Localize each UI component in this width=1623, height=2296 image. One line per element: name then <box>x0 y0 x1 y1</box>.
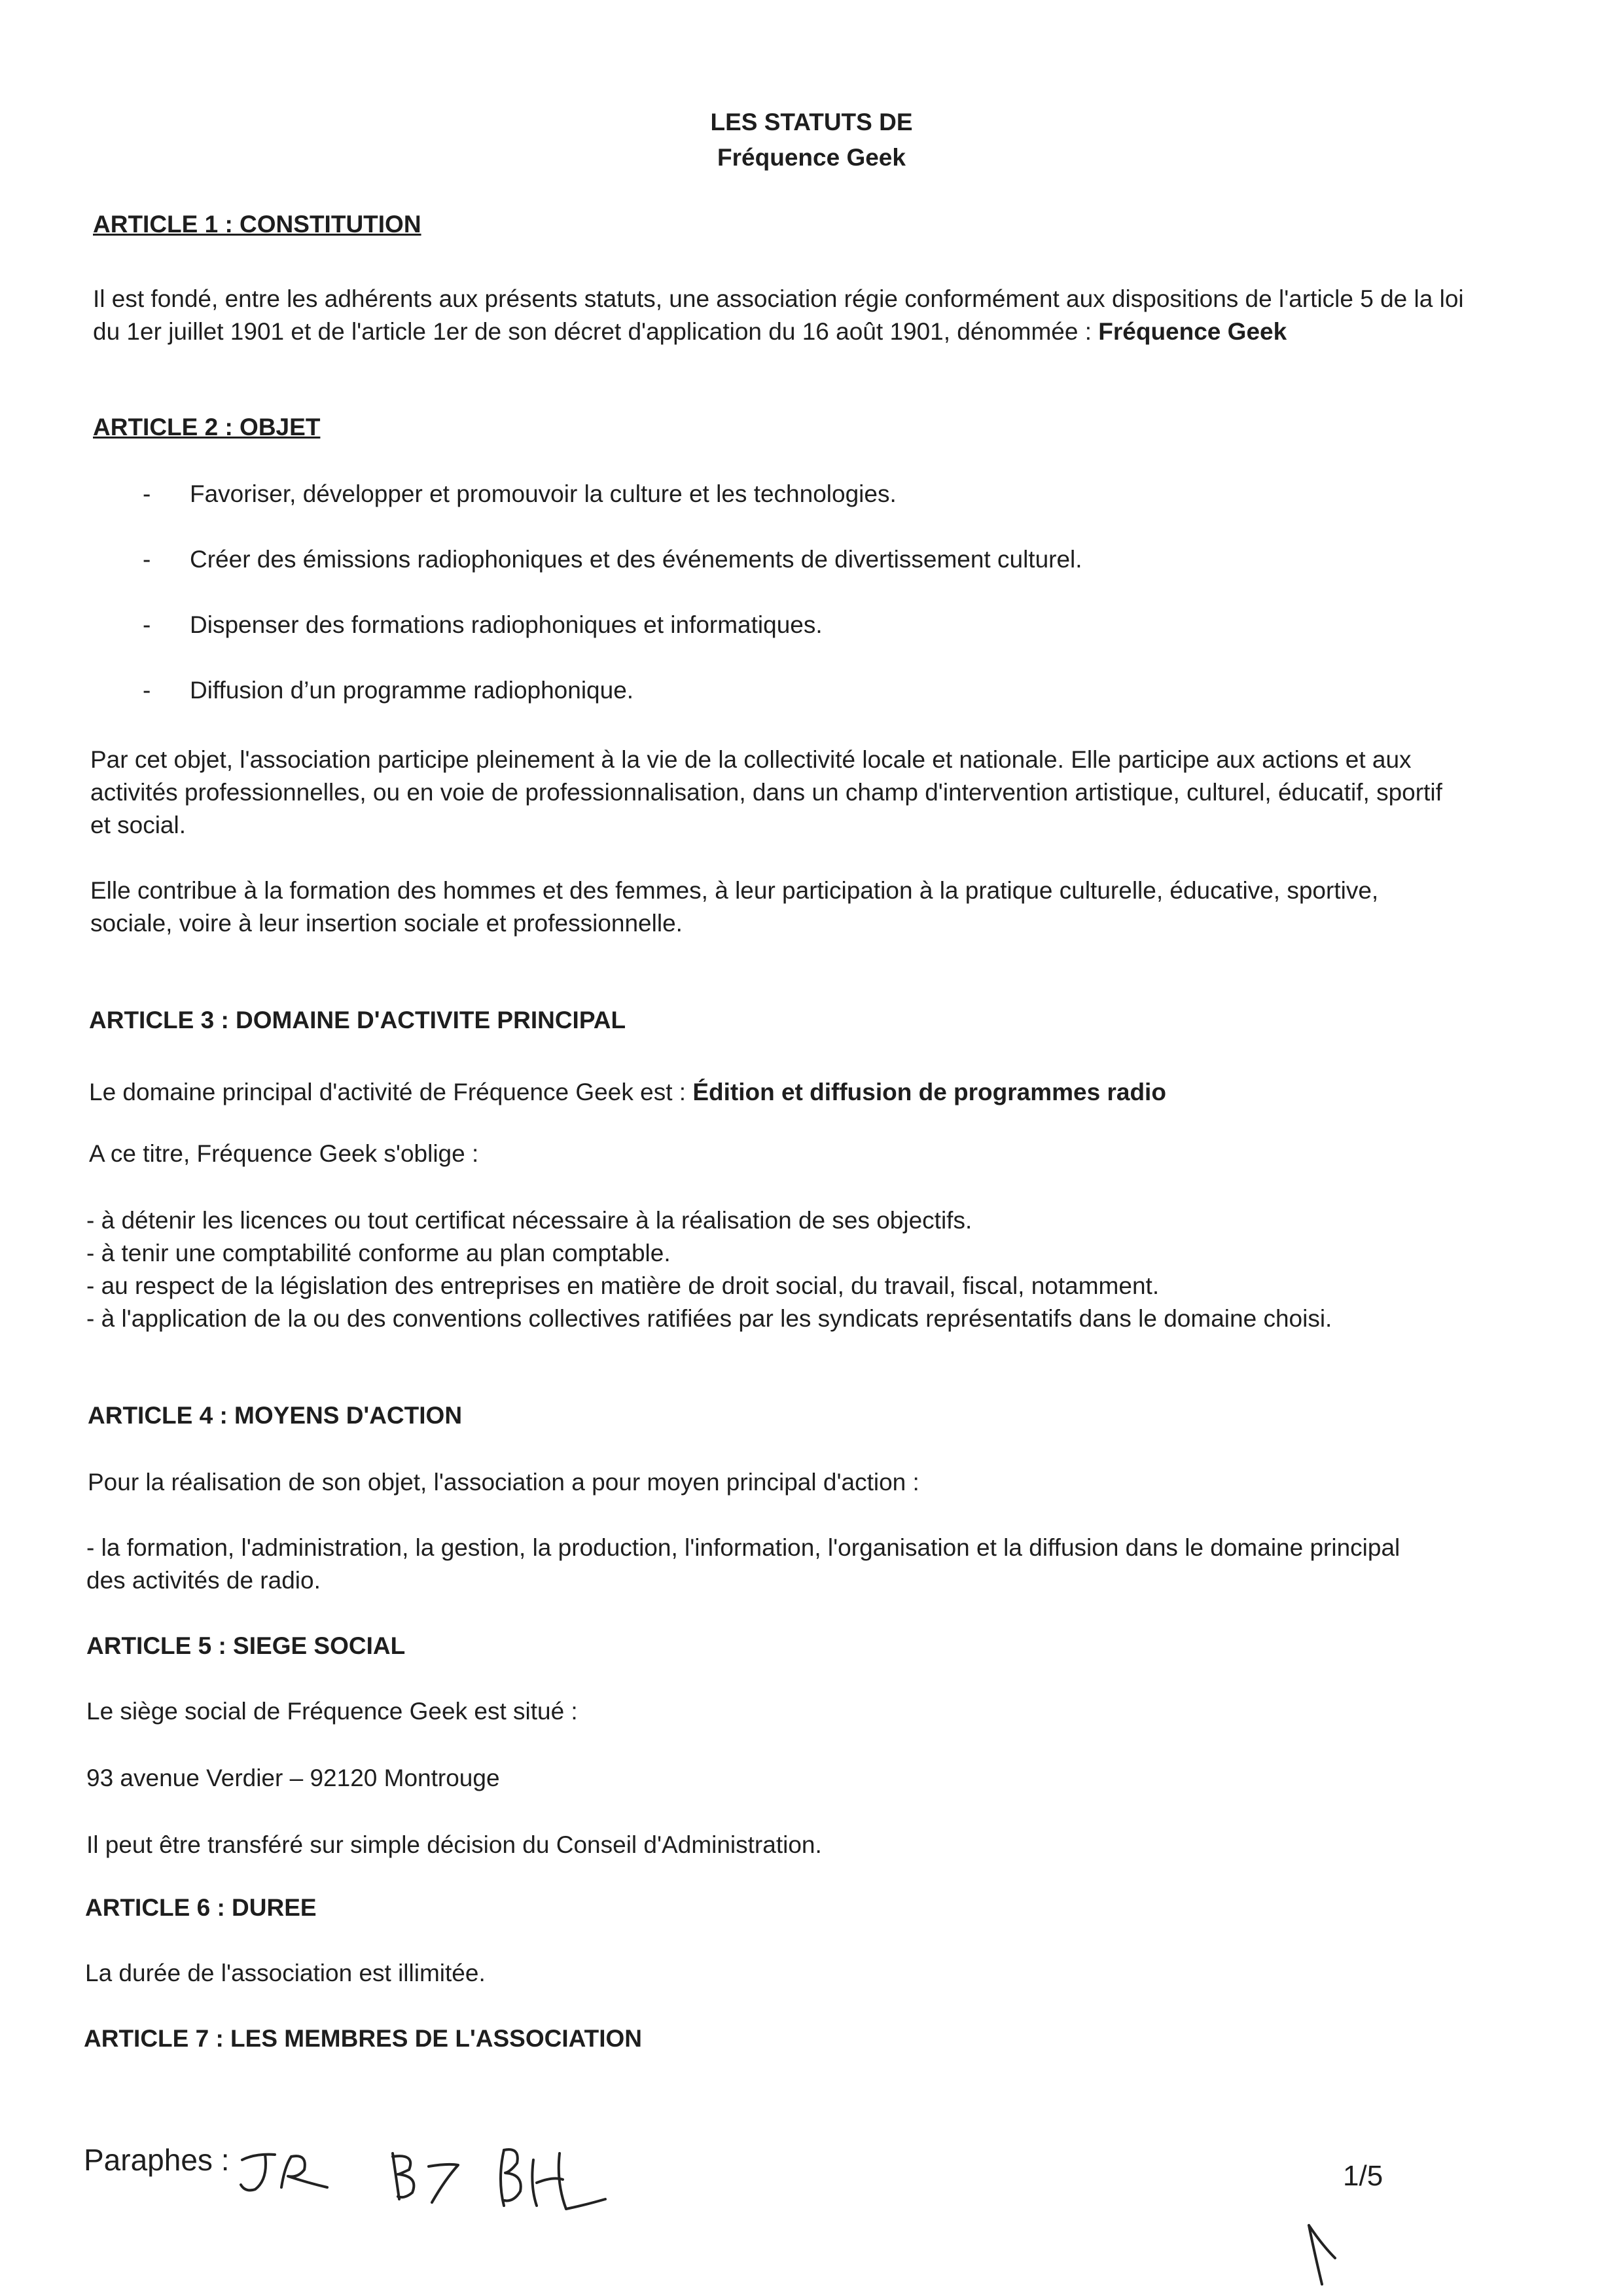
paragraph-line: - la formation, l'administration, la gestion, la production, l'information, l'organisation et la diffusion dans le domaine principal <box>86 1534 1400 1561</box>
article-2-para-2 <box>90 874 1623 940</box>
article-2-title: ARTICLE 2 : OBJET <box>93 414 321 440</box>
paragraph-line: La durée de l'association est illimitée. <box>85 1960 486 1986</box>
header-title: LES STATUTS DE <box>710 109 913 135</box>
header-subtitle: Fréquence Geek <box>717 144 906 171</box>
article-3-domain <box>89 1076 1623 1109</box>
list-item: - à détenir les licences ou tout certificat nécessaire à la réalisation de ses objectifs. <box>86 1207 972 1234</box>
bullet-text: Diffusion d’un programme radiophonique. <box>190 677 634 704</box>
article-2 <box>93 411 1623 444</box>
article-3-title: ARTICLE 3 : DOMAINE D'ACTIVITE PRINCIPAL <box>89 1007 626 1033</box>
article-4-list <box>86 1532 1623 1597</box>
article-4-title: ARTICLE 4 : MOYENS D'ACTION <box>88 1402 463 1429</box>
paragraph-line: des activités de radio. <box>86 1567 321 1594</box>
article-1-line-2 <box>93 315 1623 348</box>
bullet-text: Favoriser, développer et promouvoir la culture et les technologies. <box>190 480 897 507</box>
article-6 <box>85 1892 1623 1924</box>
initials-signature <box>229 2127 635 2245</box>
page-number: 1/5 <box>1343 2160 1383 2192</box>
association-name: Fréquence Geek <box>1098 318 1287 345</box>
paragraph-line: Pour la réalisation de son objet, l'association a pour moyen principal d'action : <box>88 1469 919 1496</box>
article-5 <box>86 1630 1623 1662</box>
paragraph-line: Il peut être transféré sur simple décision du Conseil d'Administration. <box>86 1831 822 1858</box>
corner-mark <box>1302 2212 1361 2291</box>
paraphes-label: Paraphes : <box>84 2143 230 2177</box>
article-1 <box>93 208 1623 241</box>
main-activity: Édition et diffusion de programmes radio <box>692 1079 1166 1105</box>
article-1-line-1: Il est fondé, entre les adhérents aux présents statuts, une association régie conformément aux dispositions de l'article 5 de la loi <box>93 285 1464 312</box>
article-1-title: ARTICLE 1 : CONSTITUTION <box>93 211 421 238</box>
paragraph-line: Par cet objet, l'association participe pleinement à la vie de la collectivité locale et nationale. Elle participe aux actions et aux <box>90 746 1412 773</box>
list-item: - à l'application de la ou des conventions collectives ratifiées par les syndicats représentatifs dans le domaine choisi. <box>86 1305 1332 1332</box>
article-7 <box>84 2022 1623 2055</box>
article-3-line-1 <box>89 1076 1623 1109</box>
document-header <box>0 105 1623 175</box>
address: 93 avenue Verdier – 92120 Montrouge <box>86 1765 500 1791</box>
footer <box>84 2140 229 2179</box>
article-5-address <box>86 1762 1623 1795</box>
article-3 <box>89 1004 1623 1037</box>
article-1-body <box>93 283 1623 348</box>
article-4 <box>88 1399 1623 1432</box>
list-item: - à tenir une comptabilité conforme au plan comptable. <box>86 1240 671 1266</box>
article-6-body <box>85 1957 1623 1990</box>
article-3-intro <box>89 1138 1623 1170</box>
paragraph-line: Elle contribue à la formation des hommes et des femmes, à leur participation à la pratique culturelle, éducative, sportive, <box>90 877 1379 904</box>
paragraph-line: et social. <box>90 812 187 838</box>
article-3-line-1-text: Le domaine principal d'activité de Fréquence Geek est : <box>89 1079 693 1105</box>
paragraph-line: Le siège social de Fréquence Geek est situé : <box>86 1698 578 1725</box>
article-2-para-1 <box>90 744 1623 842</box>
article-5-title: ARTICLE 5 : SIEGE SOCIAL <box>86 1632 406 1659</box>
document-page: LES STATUTS DE Fréquence Geek ARTICLE 1 : CONSTITUTION Il est fondé, entre les adhérents aux présents statuts, une association régie conformément aux dispositions de l'article 5 de la loi du 1er juillet 1901 et de l'article 1er de son décret d'application du 16 août 1901, dénommée : Fréquence Geek ARTICLE 2 : OBJET - Favoriser, développer et promouvoir la culture et les technologies. - Créer des émissions radiophoniques et des événements de divertissement culturel. - Dispenser des formations radiophoniques et informatiques. - Diffusion d’un programme radiophonique. Par cet objet, l'association participe pleinement à la vie de la collectivité locale et nationale. Elle participe aux actions et aux activités professionnelles, ou en voie de professionnalisation, dans un champ d'intervention artistique, culturel, éducatif, sportif et social. Elle contribue à la formation des hommes et des femmes, à leur participation à la pratique culturelle, éducative, sportive, sociale, voire à leur insertion sociale et professionnelle. ARTICLE 3 : DOMAINE D'ACTIVITE PRINCIPAL Le domaine principal d'activité de Fréquence Geek est : Édition et diffusion de programmes radio A ce titre, Fréquence Geek s'oblige : - à détenir les licences ou tout certificat nécessaire à la réalisation de ses objectifs. - à tenir une comptabilité conforme au plan comptable. - au respect de la législation des entreprises en matière de droit social, du travail, fiscal, notamment. - à l'application de la ou des conventions collectives ratifiées par les syndicats représentatifs dans le domaine choisi. ARTICLE 4 : MOYENS D'ACTION Pour la réalisation de son objet, l'association a pour moyen principal d'action : - la formation, l'administration, la gestion, la production, l'information, l'organisation et la diffusion dans le domaine principal des activités de radio. ARTICLE 5 : SIEGE SOCIAL Le siège social de Fréquence Geek est situé : 93 avenue Verdier – 92120 Montrouge Il peut être transféré sur simple décision du Conseil d'Administration. ARTICLE 6 : DUREE La durée de l'association est illimitée. ARTICLE 7 : LES MEMBRES DE L'ASSOCIATION Paraphes : 1/5 <box>0 0 1623 2296</box>
article-5-line-1 <box>86 1695 1623 1728</box>
article-4-body <box>88 1466 1623 1499</box>
paragraph-line: sociale, voire à leur insertion sociale et professionnelle. <box>90 910 683 937</box>
bullet-text: Dispenser des formations radiophoniques et informatiques. <box>190 611 823 638</box>
list-item: - au respect de la législation des entreprises en matière de droit social, du travail, fiscal, notamment. <box>86 1272 1160 1299</box>
article-5-line-3 <box>86 1829 1623 1861</box>
paragraph-line: activités professionnelles, ou en voie de professionnalisation, dans un champ d'intervention artistique, culturel, éducatif, sportif <box>90 779 1442 806</box>
article-7-title: ARTICLE 7 : LES MEMBRES DE L'ASSOCIATION <box>84 2025 642 2052</box>
article-6-title: ARTICLE 6 : DUREE <box>85 1894 317 1921</box>
bullet-text: Créer des émissions radiophoniques et des événements de divertissement culturel. <box>190 546 1082 573</box>
article-1-line-2-text: du 1er juillet 1901 et de l'article 1er de son décret d'application du 16 août 1901, dénommée : <box>93 318 1099 345</box>
article-3-list <box>86 1204 1623 1335</box>
paragraph-line: A ce titre, Fréquence Geek s'oblige : <box>89 1140 479 1167</box>
